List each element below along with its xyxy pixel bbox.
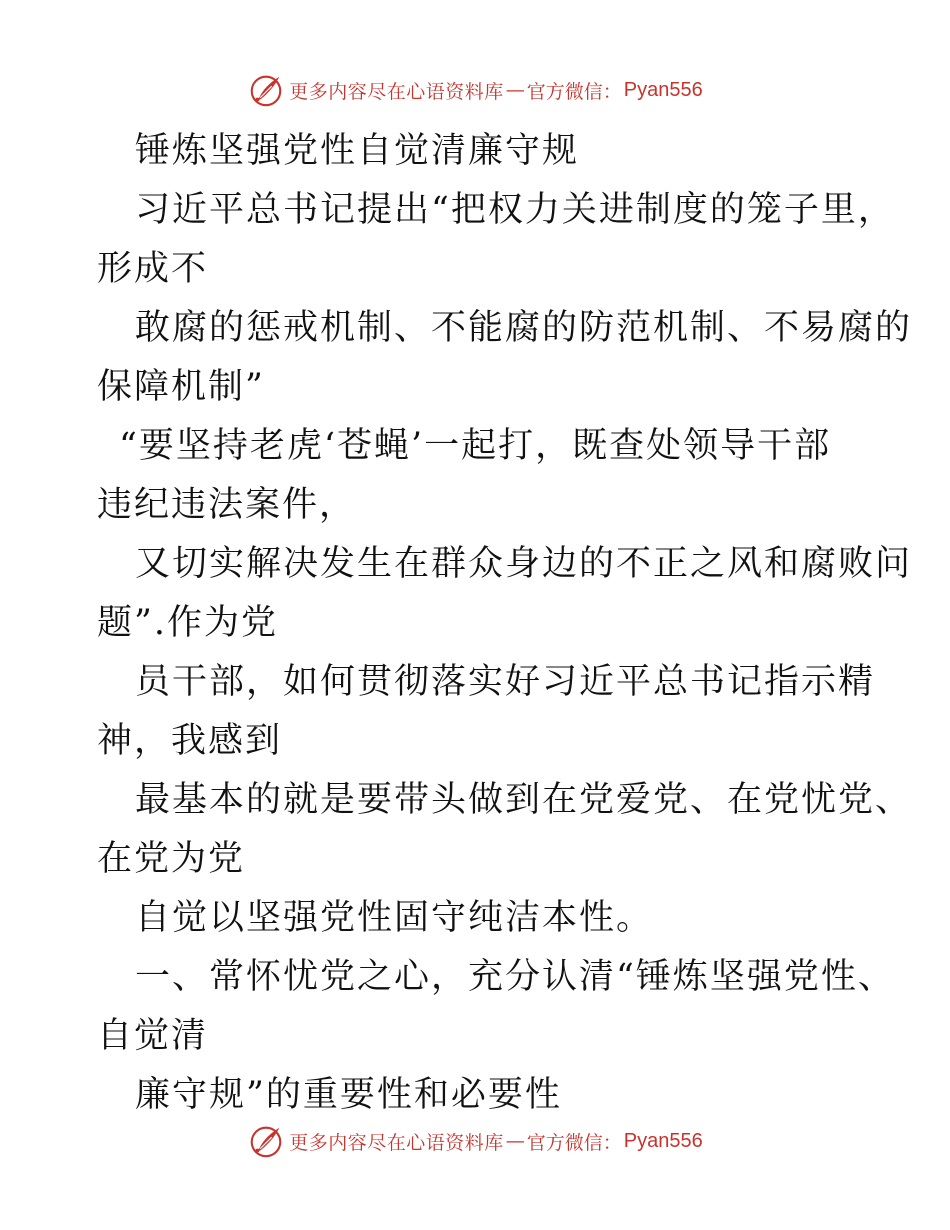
document-title: 锤炼坚强党性自觉清廉守规 (135, 131, 580, 171)
watermark-wechat-id: Pyan556 (623, 78, 703, 101)
paragraph-line: 自觉以坚强党性固守纯洁本性。 (135, 898, 654, 938)
section-heading-line: 一、常怀忧党之心，充分认清“锤炼坚强党性、 (135, 957, 895, 997)
watermark-text: 更多内容尽在心语资料库 (289, 80, 504, 103)
section-heading-line: 廉守规”的重要性和必要性 (135, 1075, 562, 1115)
section-heading-line: 自觉清 (97, 1016, 209, 1056)
paragraph-line: 员干部，如何贯彻落实好习近平总书记指示精 (135, 662, 876, 702)
header-watermark (0, 68, 950, 112)
watermark-dash: — (505, 1130, 525, 1152)
document-body (97, 122, 913, 1125)
watermark-text: 更多内容尽在心语资料库 (289, 1131, 504, 1154)
paragraph-line: 习近平总书记提出“把权力关进制度的笼子里， (135, 190, 895, 230)
paragraph-line: 形成不 (97, 249, 209, 289)
footer-watermark (0, 1119, 950, 1163)
paragraph-line: 题”.作为党 (97, 603, 279, 643)
paragraph-line: 又切实解决发生在群众身边的不正之风和腐败问 (135, 544, 913, 584)
paragraph-line: “要坚持老虎‘苍蝇’一起打，既查处领导干部 (119, 426, 832, 466)
paragraph-line: 在党为党 (97, 839, 246, 879)
watermark-dash: — (505, 79, 525, 101)
feather-pen-logo-icon (247, 71, 285, 109)
paragraph-line: 保障机制” (97, 367, 265, 407)
paragraph-line: 最基本的就是要带头做到在党爱党、在党忧党、 (135, 780, 913, 820)
watermark-wechat-id: Pyan556 (623, 1129, 703, 1152)
feather-pen-logo-icon (247, 1122, 285, 1160)
watermark-official-label: 官方微信： (526, 1131, 622, 1154)
paragraph-line: 违纪违法案件， (97, 485, 357, 525)
paragraph-line: 敢腐的惩戒机制、不能腐的防范机制、不易腐的 (135, 308, 913, 348)
paragraph-line: 神，我感到 (97, 721, 283, 761)
watermark-official-label: 官方微信： (526, 80, 622, 103)
